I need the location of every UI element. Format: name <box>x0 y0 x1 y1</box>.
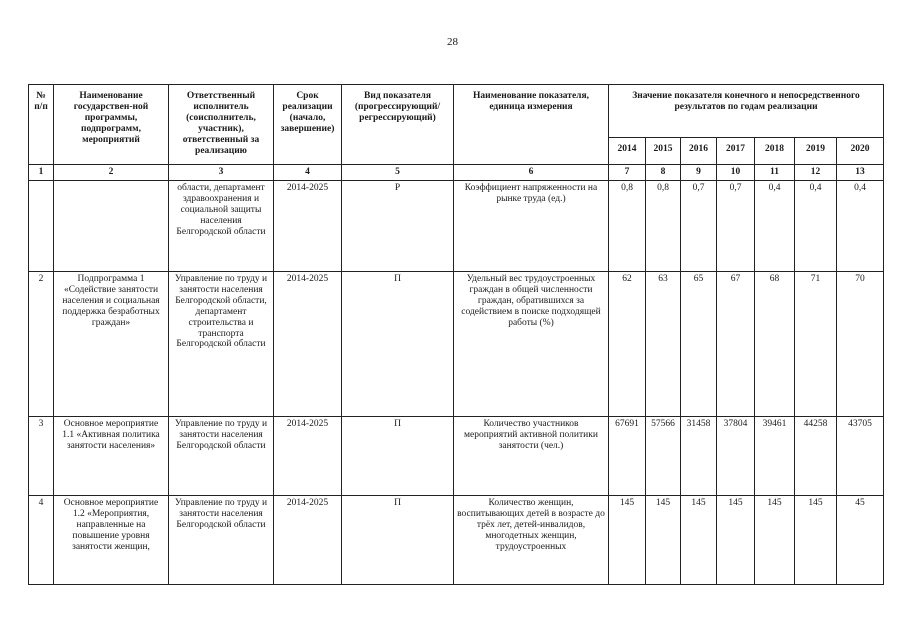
row-value: 145 <box>681 495 717 584</box>
row-num: 2 <box>29 271 54 416</box>
column-number: 12 <box>795 165 837 181</box>
row-period: 2014-2025 <box>274 271 342 416</box>
program-indicators-table <box>28 84 884 585</box>
row-executor: Управление по труду и занятости населения Белгородской области, департамент строительства и транспорта Белгородской области <box>169 271 274 416</box>
header-row <box>29 85 884 138</box>
row-value: 145 <box>795 495 837 584</box>
row-value: 71 <box>795 271 837 416</box>
row-value: 0,4 <box>795 180 837 271</box>
row-value: 0,8 <box>646 180 681 271</box>
row-period: 2014-2025 <box>274 416 342 495</box>
header-year: 2019 <box>795 138 837 165</box>
table-row <box>29 416 884 495</box>
row-num: 3 <box>29 416 54 495</box>
row-type: П <box>342 271 454 416</box>
row-value: 62 <box>609 271 646 416</box>
row-value: 0,7 <box>681 180 717 271</box>
header-indicator: Наименование показателя, единица измерения <box>454 85 609 165</box>
header-year: 2016 <box>681 138 717 165</box>
header-type: Вид показателя (прогрессирующий/ регрессирующий) <box>342 85 454 165</box>
row-value: 63 <box>646 271 681 416</box>
row-value: 0,7 <box>717 180 755 271</box>
row-value: 145 <box>755 495 795 584</box>
row-name: Основное мероприятие 1.1 «Активная политика занятости населения» <box>54 416 169 495</box>
header-year: 2015 <box>646 138 681 165</box>
column-numbers-row <box>29 165 884 181</box>
row-value: 44258 <box>795 416 837 495</box>
row-value: 68 <box>755 271 795 416</box>
row-value: 67691 <box>609 416 646 495</box>
column-number: 8 <box>646 165 681 181</box>
header-year: 2017 <box>717 138 755 165</box>
page-number: 28 <box>447 36 458 48</box>
header-year: 2018 <box>755 138 795 165</box>
row-value: 145 <box>717 495 755 584</box>
row-value: 67 <box>717 271 755 416</box>
row-indicator: Количество участников мероприятий активной политики занятости (чел.) <box>454 416 609 495</box>
header-num: № п/п <box>29 85 54 165</box>
column-number: 3 <box>169 165 274 181</box>
row-value: 45 <box>837 495 884 584</box>
row-value: 65 <box>681 271 717 416</box>
row-value: 0,4 <box>837 180 884 271</box>
column-number: 6 <box>454 165 609 181</box>
row-indicator: Коэффициент напряженности на рынке труда (ед.) <box>454 180 609 271</box>
column-number: 7 <box>609 165 646 181</box>
column-number: 9 <box>681 165 717 181</box>
column-number: 11 <box>755 165 795 181</box>
row-value: 37804 <box>717 416 755 495</box>
row-value: 57566 <box>646 416 681 495</box>
row-value: 145 <box>609 495 646 584</box>
row-value: 39461 <box>755 416 795 495</box>
row-name: Основное мероприятие 1.2 «Мероприятия, направленные на повышение уровня занятости женщин, <box>54 495 169 584</box>
row-indicator: Удельный вес трудоустроенных граждан в общей численности граждан, обратившихся за содействием в поиске подходящей работы (%) <box>454 271 609 416</box>
row-period: 2014-2025 <box>274 180 342 271</box>
column-number: 13 <box>837 165 884 181</box>
column-number: 2 <box>54 165 169 181</box>
row-num: 4 <box>29 495 54 584</box>
row-type: П <box>342 416 454 495</box>
row-name: Подпрограмма 1 «Содействие занятости населения и социальная поддержка безработных граждан» <box>54 271 169 416</box>
row-value: 70 <box>837 271 884 416</box>
table-row <box>29 495 884 584</box>
row-executor: Управление по труду и занятости населения Белгородской области <box>169 416 274 495</box>
header-name: Наименование государствен-ной программы, подпрограмм, мероприятий <box>54 85 169 165</box>
column-number: 5 <box>342 165 454 181</box>
table-row <box>29 271 884 416</box>
column-number: 10 <box>717 165 755 181</box>
row-value: 0,8 <box>609 180 646 271</box>
header-year: 2014 <box>609 138 646 165</box>
row-period: 2014-2025 <box>274 495 342 584</box>
row-executor: Управление по труду и занятости населения Белгородской области <box>169 495 274 584</box>
header-values: Значение показателя конечного и непосредственного результатов по годам реализации <box>609 85 884 138</box>
header-year: 2020 <box>837 138 884 165</box>
column-number: 4 <box>274 165 342 181</box>
header-period: Срок реализации (начало, завершение) <box>274 85 342 165</box>
row-type: Р <box>342 180 454 271</box>
row-value: 31458 <box>681 416 717 495</box>
row-num <box>29 180 54 271</box>
row-value: 43705 <box>837 416 884 495</box>
column-number: 1 <box>29 165 54 181</box>
table-row <box>29 180 884 271</box>
row-indicator: Количество женщин, воспитывающих детей в возрасте до трёх лет, детей-инвалидов, многодетных женщин, трудоустроенных <box>454 495 609 584</box>
header-executor: Ответственный исполнитель (соисполнитель, участник), ответственный за реализацию <box>169 85 274 165</box>
row-executor: области, департамент здравоохранения и социальной защиты населения Белгородской области <box>169 180 274 271</box>
row-name <box>54 180 169 271</box>
row-type: П <box>342 495 454 584</box>
row-value: 145 <box>646 495 681 584</box>
row-value: 0,4 <box>755 180 795 271</box>
